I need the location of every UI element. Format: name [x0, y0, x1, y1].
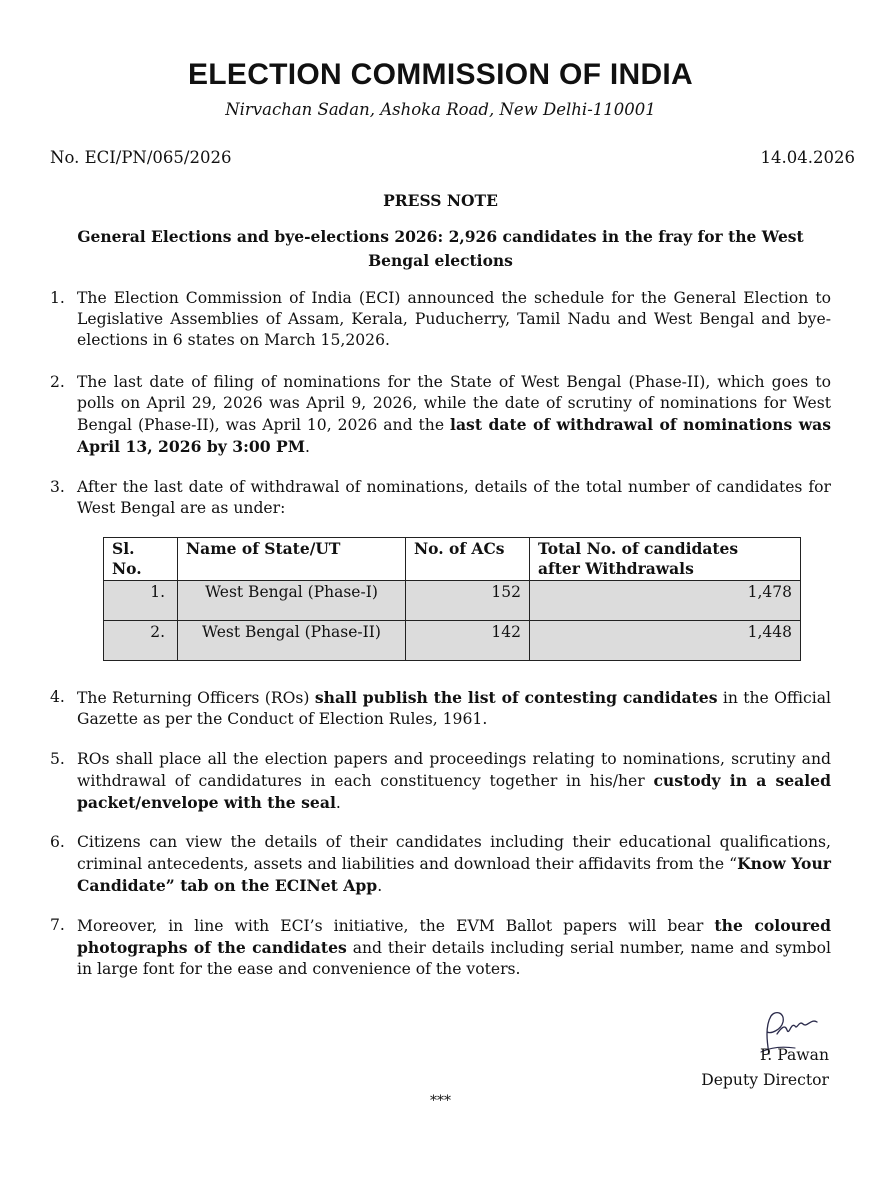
- text-run: .: [305, 438, 310, 456]
- emphasis-text: custody in a sealed packet/envelope with the seal: [77, 771, 832, 812]
- paragraph-1: [50, 288, 831, 351]
- paragraph-text: [77, 687, 831, 730]
- cell-sl: 1.: [104, 581, 178, 621]
- paragraph-4: [50, 687, 831, 730]
- cell-sl: 2.: [104, 621, 178, 661]
- paragraph-3: [50, 477, 831, 519]
- cell-state: West Bengal (Phase-I): [178, 581, 406, 621]
- signatory-designation: Deputy Director: [701, 1071, 829, 1089]
- paragraph-text: [77, 915, 831, 980]
- paragraph-number: 7.: [50, 916, 65, 934]
- organization-address: Nirvachan Sadan, Ashoka Road, New Delhi-110001: [225, 100, 656, 119]
- paragraph-number: 2.: [50, 373, 65, 391]
- emphasis-text: the coloured photographs of the candidates: [77, 916, 831, 957]
- paragraph-number: 6.: [50, 833, 65, 851]
- table-header-row: [104, 538, 801, 581]
- paragraph-text: [77, 372, 831, 458]
- header-acs: No. of ACs: [406, 538, 530, 581]
- organization-name: ELECTION COMMISSION OF INDIA: [187, 58, 694, 91]
- paragraph-text: The Election Commission of India (ECI) announced the schedule for the General Election to Legislative Assemblies of Assam, Kerala, Puducherry, Tamil Nadu and West Bengal and bye-elections in 6 states on March 15,2026.: [77, 289, 831, 349]
- paragraph-number: 1.: [50, 289, 65, 307]
- cell-state: West Bengal (Phase-II): [178, 621, 406, 661]
- cell-total: 1,448: [530, 621, 801, 661]
- press-note-subject: General Elections and bye-elections 2026: 2,926 candidates in the fray for the West Bengal elections: [77, 227, 804, 270]
- table-row: [104, 621, 801, 661]
- paragraph-5: [50, 749, 831, 814]
- signatory-name: P. Pawan: [759, 1046, 829, 1064]
- text-run: in the Official Gazette as per the Conduct of Election Rules, 1961.: [77, 689, 831, 728]
- text-run: .: [335, 794, 341, 812]
- paragraph-text: [77, 832, 831, 897]
- text-run: Moreover, in line with ECI’s initiative, the EVM Ballot papers will bear: [77, 917, 715, 935]
- press-note-title: PRESS NOTE: [383, 191, 498, 210]
- reference-number: No. ECI/PN/065/2026: [50, 148, 232, 167]
- paragraph-6: [50, 832, 831, 897]
- emphasis-text: last date of withdrawal of nominations was April 13, 2026 by 3:00 PM: [77, 415, 831, 456]
- cell-acs: 142: [406, 621, 530, 661]
- paragraph-7: [50, 915, 831, 980]
- paragraph-number: 3.: [50, 478, 65, 496]
- text-run: and their details including serial number, name and symbol in large font for the ease and convenience of the voters.: [77, 939, 831, 978]
- text-run: .: [377, 877, 383, 895]
- paragraph-2: [50, 372, 831, 458]
- table-row: [104, 581, 801, 621]
- end-mark: ***: [430, 1093, 451, 1109]
- cell-acs: 152: [406, 581, 530, 621]
- paragraph-text: After the last date of withdrawal of nominations, details of the total number of candidates for West Bengal are as under:: [77, 478, 831, 517]
- candidates-table: [103, 537, 801, 661]
- paragraph-number: 5.: [50, 750, 65, 768]
- text-run: Citizens can view the details of their candidates including their educational qualifications, criminal antecedents, assets and liabilities and download their affidavits from the “: [77, 833, 831, 873]
- header-total-candidates: Total No. of candidates after Withdrawals: [530, 538, 801, 581]
- emphasis-text: shall publish the list of contesting candidates: [314, 688, 718, 707]
- cell-total: 1,478: [530, 581, 801, 621]
- paragraph-text: [77, 749, 831, 814]
- text-run: The Returning Officers (ROs): [77, 689, 315, 707]
- paragraph-number: 4.: [50, 688, 65, 706]
- press-note-date: 14.04.2026: [760, 148, 855, 167]
- emphasis-text: Know Your Candidate” tab on the ECINet App: [77, 854, 832, 895]
- header-sl-no: Sl. No.: [104, 538, 178, 581]
- header-state: Name of State/UT: [178, 538, 406, 581]
- text-run: ROs shall place all the election papers and proceedings relating to nominations, scrutiny and withdrawal of candidatures in each constituency together in his/her: [77, 750, 831, 790]
- text-run: The last date of filing of nominations for the State of West Bengal (Phase-II), which goes to polls on April 29, 2026 was April 9, 2026, while the date of scrutiny of nominations for West Bengal (Phase-II), was April 10, 2026 and the: [77, 373, 831, 434]
